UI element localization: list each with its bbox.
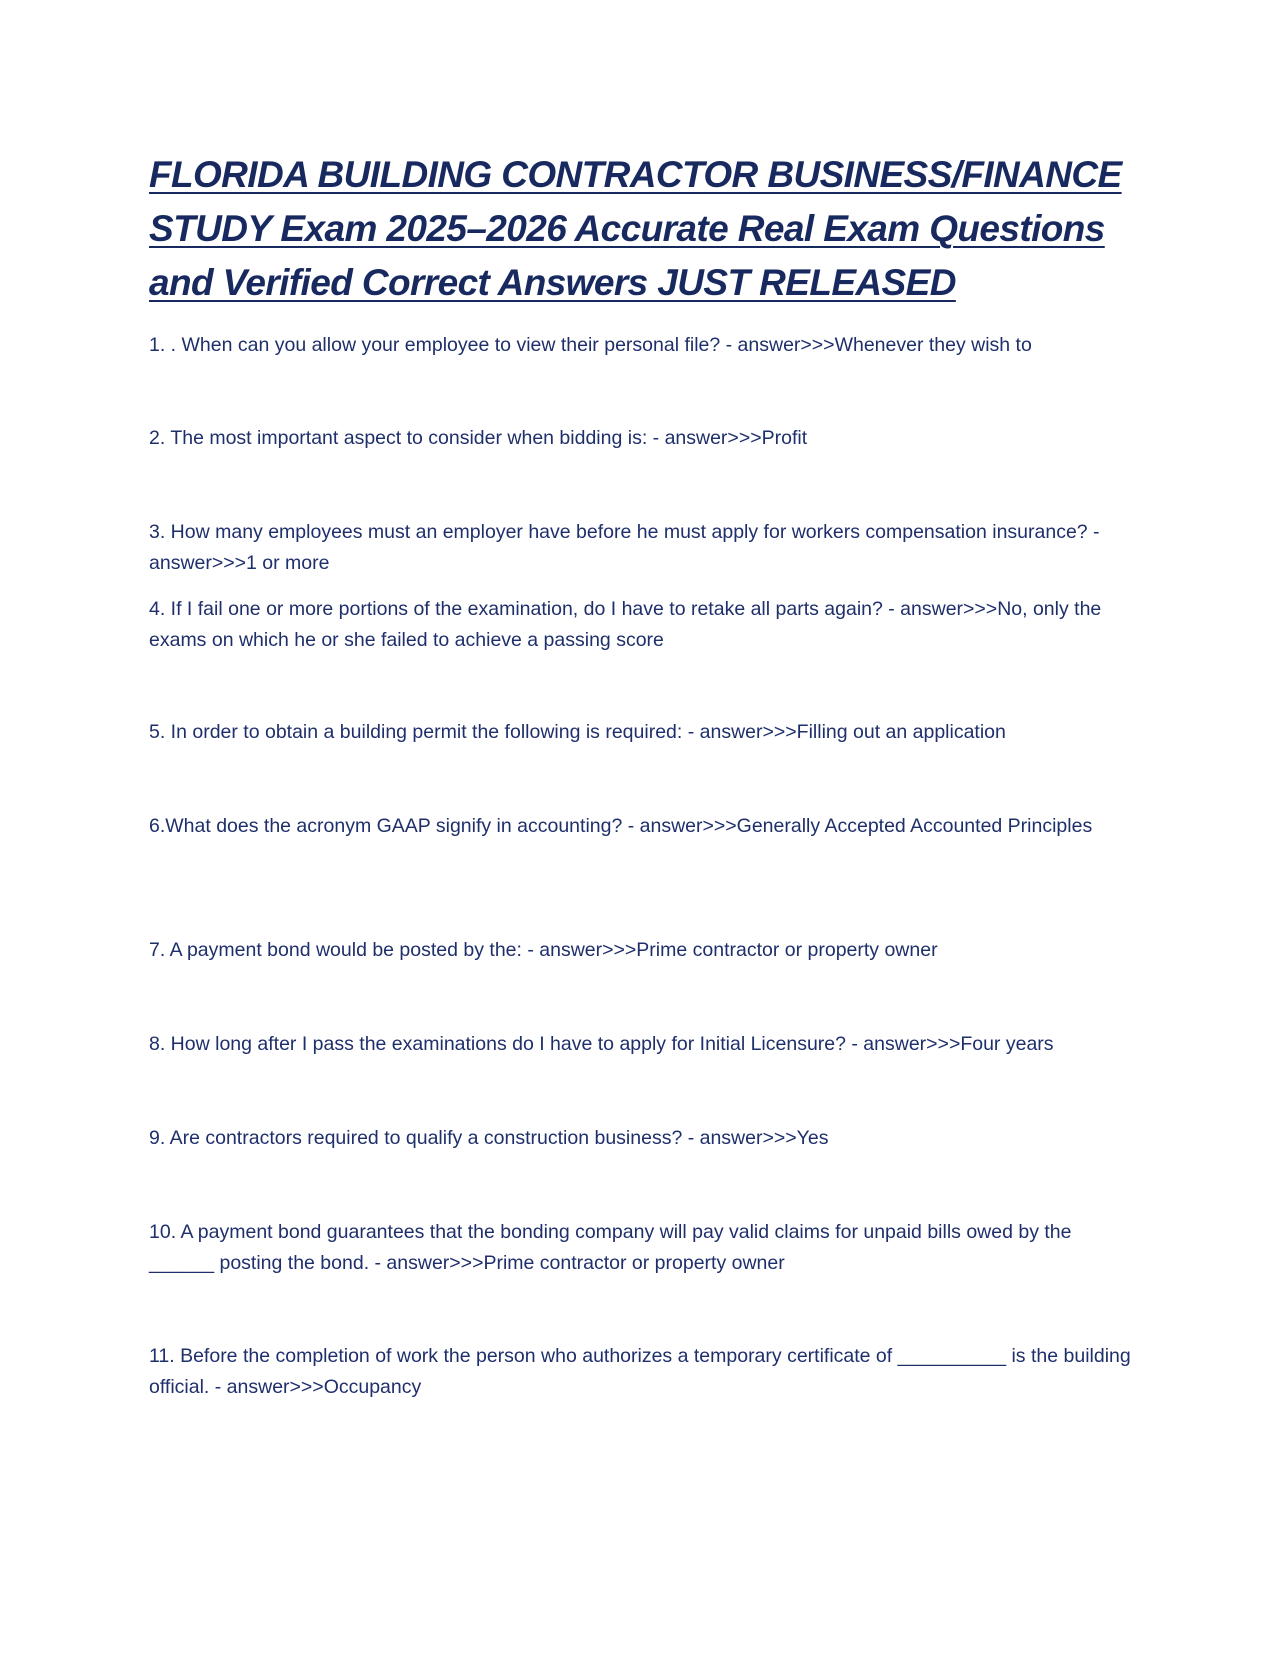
- question-item-4: 4. If I fail one or more portions of the examination, do I have to retake all parts again? - answer>>>No, only the exams on which he or she failed to achieve a passing score: [149, 598, 1102, 651]
- question-item-3: 3. How many employees must an employer have before he must apply for workers compensation insurance? - answer>>>1 or more: [149, 521, 1100, 574]
- document-title: FLORIDA BUILDING CONTRACTOR BUSINESS/FINANCE STUDY Exam 2025–2026 Accurate Real Exam Questions and Verified Correct Answers JUST RELEASED: [149, 154, 1122, 303]
- question-item-5: 5. In order to obtain a building permit the following is required: - answer>>>Filling out an application: [149, 721, 1006, 743]
- question-item-11: 11. Before the completion of work the person who authorizes a temporary certificate of __________ is the building official. - answer>>>Occupancy: [149, 1345, 1131, 1398]
- question-item-8: 8. How long after I pass the examinations do I have to apply for Initial Licensure? - answer>>>Four years: [149, 1033, 1054, 1055]
- question-item-2: 2. The most important aspect to consider when bidding is: - answer>>>Profit: [149, 427, 808, 449]
- question-item-10: 10. A payment bond guarantees that the bonding company will pay valid claims for unpaid bills owed by the ______ posting the bond. - answer>>>Prime contractor or property owner: [149, 1221, 1072, 1274]
- question-item-9: 9. Are contractors required to qualify a construction business? - answer>>>Yes: [149, 1127, 829, 1149]
- question-item-7: 7. A payment bond would be posted by the: - answer>>>Prime contractor or property owner: [149, 939, 938, 961]
- question-item-1: 1. . When can you allow your employee to view their personal file? - answer>>>Whenever they wish to: [149, 334, 1032, 356]
- question-item-6: 6.What does the acronym GAAP signify in accounting? - answer>>>Generally Accepted Accounted Principles: [149, 815, 1093, 837]
